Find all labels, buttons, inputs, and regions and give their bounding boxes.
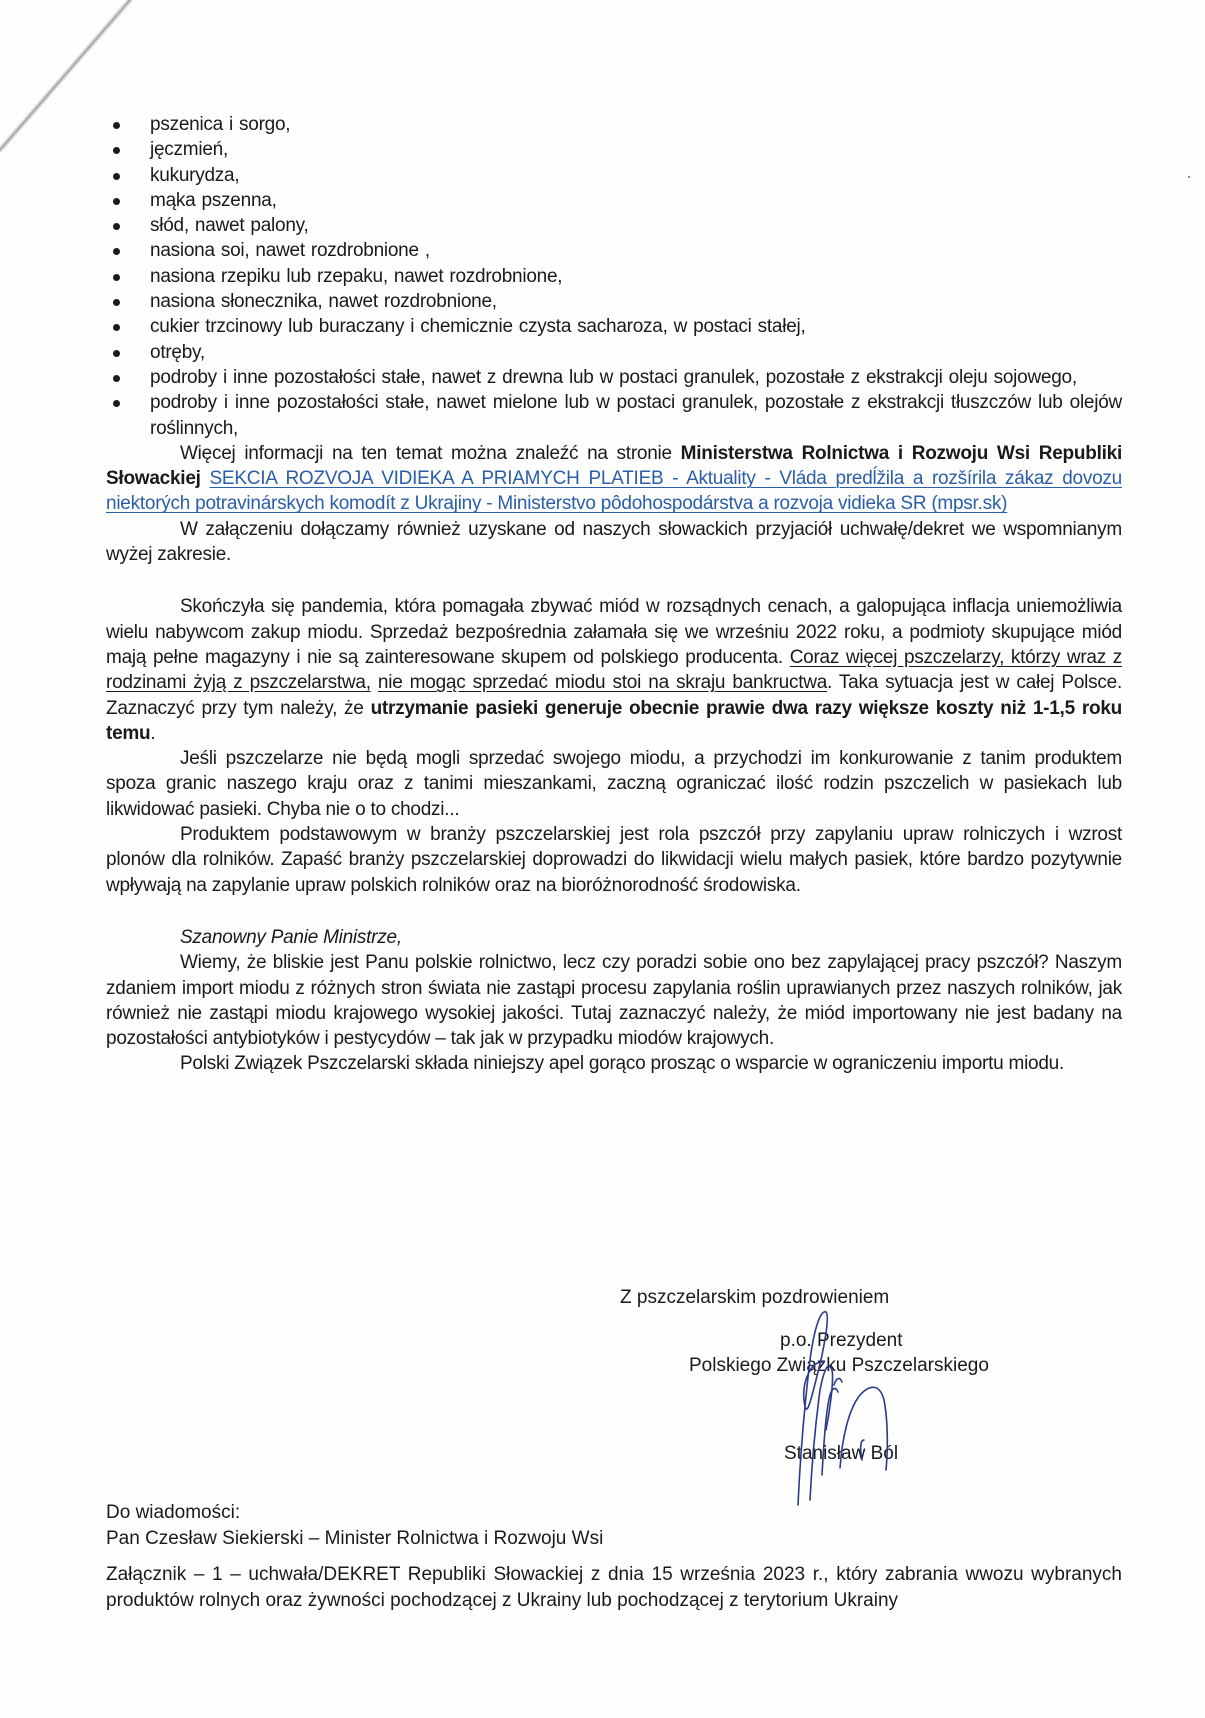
spacer [106, 898, 1122, 925]
signatory-organization: Polskiego Związku Pszczelarskiego [689, 1355, 989, 1376]
cc-label: Do wiadomości: [106, 1502, 241, 1523]
attachment-paragraph: W załączeniu dołączamy również uzyskane od naszych słowackich przyjaciół uchwałę/dekret we wspomnianym wyżej zakresie. [106, 518, 1122, 566]
bullet-icon [113, 173, 120, 180]
spacer [106, 567, 1122, 594]
closing-greeting: Z pszczelarskim pozdrowieniem [620, 1287, 890, 1308]
list-item: nasiona soi, nawet rozdrobnione , [106, 238, 1122, 263]
ministry-article-link[interactable]: SEKCIA ROZVOJA VIDIEKA A PRIAMYCH PLATIEB - Aktuality - Vláda predĺžila a rozšírila zákaz dovozu niektorých potravinárskych komodít z Ukrajiny - Ministerstvo pôdohospodárstva a rozvoja vidieka SR (mpsr.sk) [106, 468, 1123, 515]
letter-body [106, 112, 1122, 1077]
list-item: kukurydza, [106, 163, 1122, 188]
minister-paragraph: Wiemy, że bliskie jest Panu polskie rolnictwo, lecz czy poradzi sobie ono bez zapylającej pracy pszczół? Naszym zdaniem import miodu z różnych stron świata nie zastąpi procesu zapylania roślin uprawianych przez naszych rolników, jak również nie zastąpi miodu krajowego wysokiej jakości. Tutaj zaznaczyć należy, że miód importowany nie jest badany na pozostałości antybiotyków i pestycydów – tak jak w przypadku miodów krajowych. [106, 952, 1122, 1050]
pollination-paragraph: Produktem podstawowym w branży pszczelarskiej jest rola pszczół przy zapylaniu upraw rolniczych i wzrost plonów dla rolników. Zapaść branży pszczelarskiej doprowadzi do likwidacji wielu małych pasiek, które bardzo pozytywnie wpływają na zapylanie upraw polskich rolników oraz na bioróżnorodność środowiska. [106, 824, 1122, 896]
bullet-icon [113, 324, 120, 331]
beekeepers-paragraph: Jeśli pszczelarze nie będą mogli sprzedać swojego miodu, a przychodzi im konkurowanie z tanim produktem spoza granic naszego kraju oraz z tanimi mieszankami, zaczną ograniczać ilość rodzin pszczelich w pasiekach lub likwidować pasieki. Chyba nie o to chodzi... [106, 748, 1122, 820]
list-item: podroby i inne pozostałości stałe, nawet z drewna lub w postaci granulek, pozostałe z ekstrakcji oleju sojowego, [106, 365, 1122, 390]
bullet-icon [113, 248, 120, 255]
list-item: otręby, [106, 340, 1122, 365]
underlined-phrase: nie mogąc sprzedać miodu stoi na skraju bankructwa [377, 672, 828, 694]
bullet-icon [113, 147, 120, 154]
ministry-name: Ministerstwa Rolnictwa i Rozwoju Wsi Republiki Słowackiej [106, 442, 1123, 490]
underlined-phrase: Coraz więcej pszczelarzy, którzy wraz z rodzinami żyją z pszczelarstwa, [106, 646, 1123, 694]
list-item: nasiona rzepiku lub rzepaku, nawet rozdrobnione, [106, 264, 1122, 289]
list-item: podroby i inne pozostałości stałe, nawet mielone lub w postaci granulek, pozostałe z ekstrakcji tłuszczów lub olejów roślinnych, [106, 390, 1122, 441]
attachment-note: Załącznik – 1 – uchwała/DEKRET Republiki Słowackiej z dnia 15 września 2023 r., który zabrania wwozu wybranych produktów rolnych oraz żywności pochodzącej z Ukrainy lub pochodzącej z terytorium Ukrainy [106, 1564, 1122, 1611]
bold-costs-statement: utrzymanie pasieki generuje obecnie prawie dwa razy większe koszty niż 1-1,5 roku temu [106, 697, 1122, 744]
list-item: pszenica i sorgo, [106, 112, 1122, 137]
list-item: jęczmień, [106, 137, 1122, 162]
bullet-icon [113, 350, 120, 357]
list-item: słód, nawet palony, [106, 213, 1122, 238]
appeal-paragraph: Polski Związek Pszczelarski składa niniejszy apel gorąco prosząc o wsparcie w ograniczeniu importu miodu. [180, 1053, 1065, 1075]
more-info-paragraph: Więcej informacji na ten temat można znaleźć na stronie Ministerstwa Rolnictwa i Rozwoju Wsi Republiki Słowackiej SEKCIA ROZVOJA VIDIEKA A PRIAMYCH PLATIEB - Aktuality - Vláda predĺžila a rozšírila zákaz dovozu niektorých potravinárskych komodít z Ukrajiny - Ministerstvo pôdohospodárstva a rozvoja vidieka SR (mpsr.sk) [106, 442, 1123, 515]
list-item: cukier trzcinowy lub buraczany i chemicznie czysta sacharoza, w postaci stałej, [106, 314, 1122, 339]
bullet-icon [113, 400, 120, 407]
signatory-name: Stanisław Ból [784, 1443, 899, 1464]
bullet-icon [113, 299, 120, 306]
scan-speck [1188, 176, 1190, 178]
bullet-icon [113, 198, 120, 205]
signatory-title: p.o. Prezydent [780, 1330, 903, 1351]
pandemic-paragraph: Skończyła się pandemia, która pomagała zbywać miód w rozsądnych cenach, a galopująca inflacja uniemożliwia wielu nabywcom zakup miodu. Sprzedaż bezpośrednia załamała się we wrześniu 2022 roku, a podmioty skupujące miód mają pełne magazyny i nie są zainteresowane skupem od polskiego producenta. Coraz więcej pszczelarzy, którzy wraz z rodzinami żyją z pszczelarstwa, nie mogąc sprzedać miodu stoi na skraju bankructwa. Taka sytuacja jest w całej Polsce. Zaznaczyć przy tym należy, że utrzymanie pasieki generuje obecnie prawie dwa razy większe koszty niż 1-1,5 roku temu. [106, 596, 1123, 744]
carbon-copy-section [106, 1500, 1122, 1551]
bullet-icon [113, 375, 120, 382]
bullet-icon [113, 122, 120, 129]
salutation: Szanowny Panie Ministrze, [180, 926, 402, 948]
cc-recipient: Pan Czesław Siekierski – Minister Rolnictwa i Rozwoju Wsi [106, 1527, 604, 1549]
product-list [106, 112, 1122, 441]
bullet-icon [113, 223, 120, 230]
list-item: mąka pszenna, [106, 188, 1122, 213]
list-item: nasiona słonecznika, nawet rozdrobnione, [106, 289, 1122, 314]
bullet-icon [113, 274, 120, 281]
